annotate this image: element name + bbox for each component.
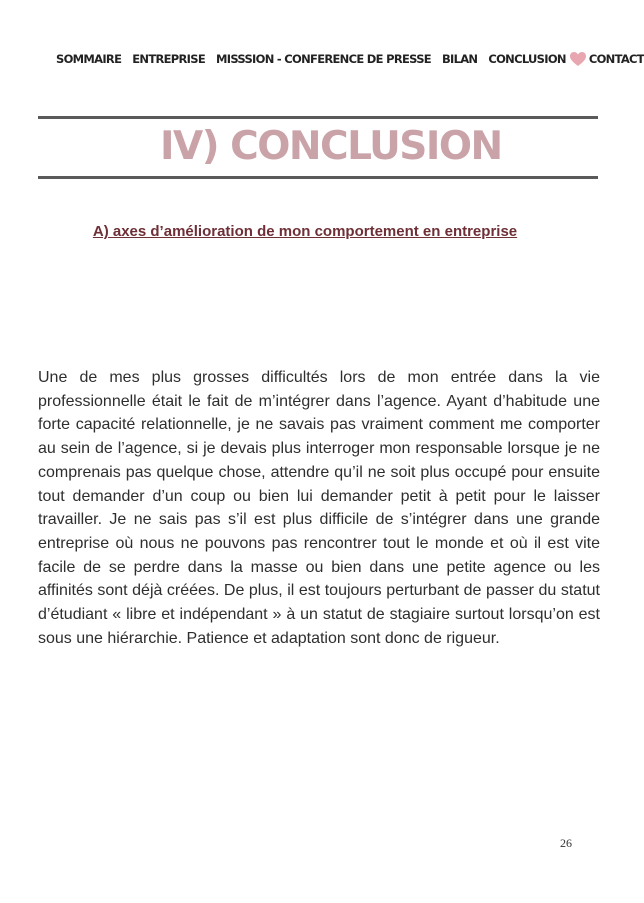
heading-top-rule (38, 116, 598, 119)
subsection-heading: A) axes d’amélioration de mon comportement en entreprise (92, 223, 518, 240)
nav-item-mission-conference[interactable]: MISSSION - CONFERENCE DE PRESSE (216, 52, 431, 66)
section-heading: IV) CONCLUSION (160, 124, 502, 169)
nav-item-conclusion[interactable]: CONCLUSION (488, 52, 566, 66)
heart-icon (569, 50, 587, 68)
body-paragraph: Une de mes plus grosses difficultés lors de mon entrée dans la vie professionnelle était le fait de m’intégrer dans l’agence. Ayant d’habitude une forte capacité relationnelle, je ne savais pas vraiment comment me comporter au sein de l’agence, si je devais plus interroger mon responsable lorsque je ne comprenais pas quelque chose, attendre qu’il ne soit plus occupé pour ensuite tout demander d’un coup ou bien lui demander petit à petit pour le laisser travailler. Je ne sais pas s’il est plus difficile de s’intégrer dans une grande entreprise où nous ne pouvons pas rencontrer tout le monde et où il est vite facile de se perdre dans la masse ou bien dans une petite agence ou les affinités sont déjà créées. De plus, il est toujours perturbant de passer du statut d’étudiant « libre et indépendant » à un statut de stagiaire surtout lorsqu’on est sous une hiérarchie. Patience et adaptation sont donc de rigueur. (38, 369, 600, 647)
top-navigation (56, 46, 644, 72)
nav-item-entreprise[interactable]: ENTREPRISE (132, 52, 205, 66)
nav-item-sommaire[interactable]: SOMMAIRE (56, 52, 122, 66)
page-number: 26 (560, 836, 572, 850)
nav-item-contact[interactable]: CONTACT (588, 52, 644, 66)
heading-bottom-rule (38, 176, 598, 179)
nav-item-bilan[interactable]: BILAN (441, 52, 478, 66)
